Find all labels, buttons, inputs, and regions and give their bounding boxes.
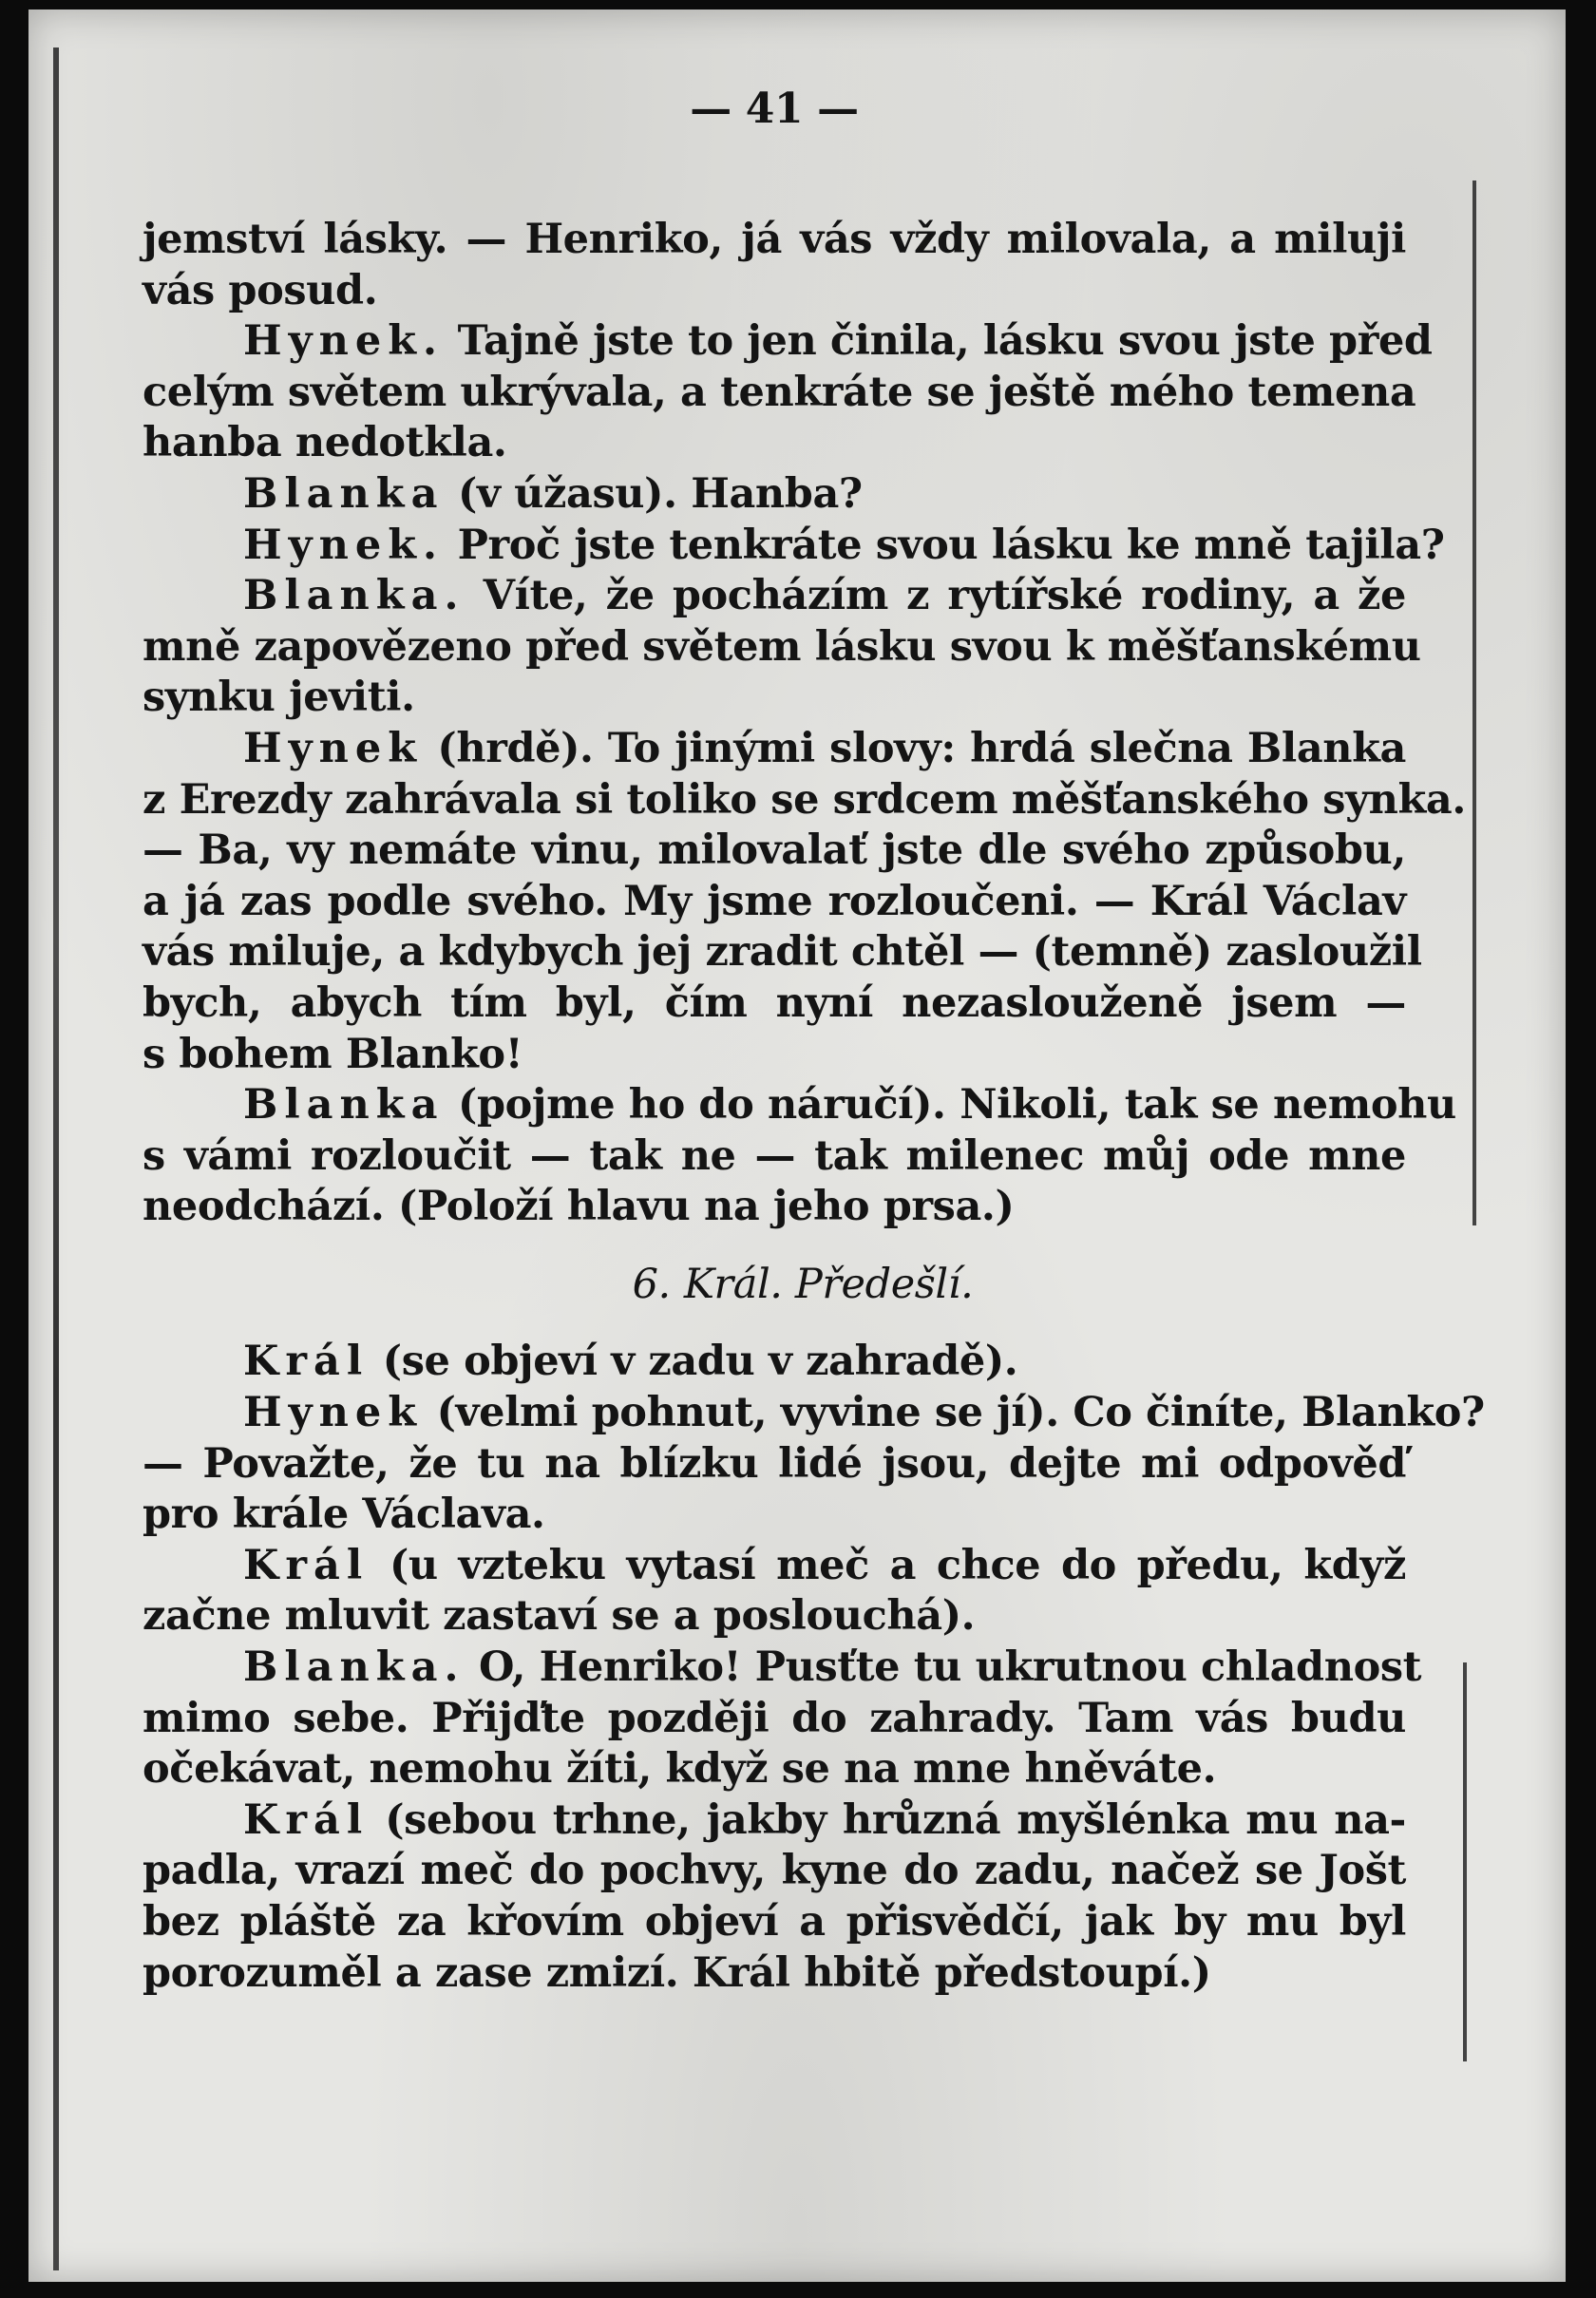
line-text: Proč jste tenkráte svou lásku ke mně tajila? — [444, 521, 1445, 569]
line-text: vás miluje, a kdybych jej zradit chtěl — (temně) zasloužil — [142, 928, 1422, 977]
line-text: s vámi rozloučit — tak ne — tak milenec můj ode mne — [142, 1131, 1406, 1180]
text-line — [142, 826, 1406, 877]
speaker-name: Blanka. — [243, 1643, 466, 1692]
text-line — [142, 877, 1406, 928]
speaker-name: Hynek. — [243, 521, 444, 569]
line-text: (u vzteku vytasí meč a chce do předu, když — [369, 1541, 1406, 1589]
line-text: (se objeví v zadu v zahradě). — [369, 1338, 1018, 1386]
paragraph — [142, 1541, 1406, 1643]
text-line — [142, 469, 1406, 521]
paragraph — [142, 1337, 1406, 1388]
line-text: celým světem ukrývala, a tenkráte se ještě mého temena — [142, 368, 1416, 416]
speaker-name: Blanka — [243, 1081, 445, 1130]
binding-edge — [53, 47, 59, 2270]
line-text: s bohem Blanko! — [142, 1030, 523, 1078]
text-line — [142, 622, 1421, 674]
text-line — [142, 775, 1466, 826]
paragraph — [142, 215, 1406, 316]
speaker-name: Hynek — [243, 724, 424, 772]
text-line — [142, 1744, 1406, 1795]
text-line — [142, 1439, 1406, 1491]
text-line — [142, 316, 1433, 368]
text-line — [142, 418, 1406, 469]
line-text: začne mluvit zastaví se a poslouchá). — [142, 1592, 976, 1641]
line-text: Víte, že pocházím z rytířské rodiny, a že — [465, 572, 1406, 620]
line-text: mně zapovězeno před světem lásku svou k měšťanskému — [142, 622, 1421, 671]
text-line — [142, 1948, 1406, 2000]
text-line — [142, 927, 1422, 978]
text-line — [142, 1080, 1456, 1131]
line-text: synku jeviti. — [142, 674, 415, 722]
scene-title: Král. Předešlí. — [683, 1260, 974, 1308]
text-line — [142, 978, 1406, 1030]
page-text — [142, 66, 1485, 1999]
dialogue-before-scene — [142, 215, 1466, 1233]
text-line — [142, 1694, 1406, 1745]
line-text: bych, abych tím byl, čím nyní nezaslouženě jsem — — [142, 978, 1406, 1027]
text-line — [142, 368, 1416, 419]
line-text: padla, vrazí meč do pochvy, kyne do zadu, načež se Jošt — [142, 1847, 1406, 1895]
paragraph — [142, 316, 1433, 469]
text-line — [142, 1030, 1406, 1081]
text-line — [142, 673, 1406, 724]
paragraph — [142, 1080, 1456, 1233]
text-line — [142, 571, 1406, 622]
text-line — [142, 1337, 1406, 1388]
speaker-name: Král — [243, 1338, 370, 1386]
speaker-name: Hynek. — [243, 317, 444, 366]
speaker-name: Král — [243, 1795, 370, 1844]
line-text: porozuměl a zase zmizí. Král hbitě předstoupí.) — [142, 1948, 1211, 1997]
margin-mark — [1463, 1662, 1467, 2061]
line-text: očekávat, nemohu žíti, když se na mne hněváte. — [142, 1745, 1217, 1794]
paragraph — [142, 571, 1421, 724]
speaker-name: Král — [243, 1541, 370, 1589]
line-text: (pojme ho do náručí). Nikoli, tak se nemohu — [444, 1081, 1456, 1130]
paragraph — [142, 521, 1445, 572]
line-text: bez pláště za křovím objeví a přisvědčí, jak by mu byl — [142, 1898, 1406, 1946]
line-text: (sebou trhne, jakby hrůzná myšlénka mu na- — [369, 1795, 1406, 1844]
line-text: (v úžasu). Hanba? — [444, 469, 863, 518]
text-line — [142, 1388, 1485, 1439]
scene-number: 6. — [632, 1260, 671, 1308]
text-line — [142, 521, 1445, 572]
line-text: — Ba, vy nemáte vinu, milovalať jste dle svého způsobu, — [142, 826, 1406, 875]
line-text: (velmi pohnut, vyvine se jí). Co činíte, Blanko? — [423, 1389, 1485, 1437]
text-line — [142, 724, 1406, 775]
line-text: mimo sebe. Přijďte později do zahrady. Tam vás budu — [142, 1694, 1406, 1742]
dialogue-after-scene — [142, 1337, 1485, 1999]
scene-heading — [142, 1260, 1406, 1311]
text-line — [142, 1795, 1406, 1847]
text-line — [142, 1643, 1422, 1694]
speaker-name: Hynek — [243, 1389, 424, 1437]
speaker-name: Blanka — [243, 469, 445, 518]
speaker-name: Blanka. — [243, 572, 466, 620]
line-text: neodchází. (Položí hlavu na jeho prsa.) — [142, 1183, 1015, 1231]
text-line — [142, 1897, 1406, 1948]
paragraph — [142, 1643, 1422, 1795]
line-text: — Považte, že tu na blízku lidé jsou, dejte mi odpověď — [142, 1439, 1406, 1488]
line-text: vás posud. — [142, 266, 378, 314]
line-text: jemství lásky. — Henriko, já vás vždy milovala, a miluji — [142, 216, 1406, 263]
line-text: (hrdě). To jinými slovy: hrdá slečna Blanka — [423, 724, 1406, 772]
text-line — [142, 1131, 1406, 1183]
text-line — [142, 266, 1406, 317]
line-text: a já zas podle svého. My jsme rozloučeni. — Král Václav — [142, 877, 1406, 925]
paragraph — [142, 724, 1466, 1080]
paragraph — [142, 1388, 1485, 1541]
line-text: z Erezdy zahrávala si toliko se srdcem měšťanského synka. — [142, 775, 1466, 824]
text-line — [142, 1846, 1406, 1897]
line-text: pro krále Václava. — [142, 1491, 545, 1539]
text-line — [142, 1182, 1406, 1233]
text-line — [142, 1541, 1406, 1592]
line-text: O, Henriko! Pusťte tu ukrutnou chladnost — [465, 1643, 1422, 1692]
line-text: hanba nedotkla. — [142, 419, 507, 467]
line-text: Tajně jste to jen činila, lásku svou jste před — [444, 317, 1433, 366]
paragraph — [142, 1795, 1406, 1999]
paragraph — [142, 469, 1406, 521]
book-page — [28, 9, 1566, 2282]
page-number: — 41 — — [690, 85, 859, 133]
text-line — [142, 1490, 1406, 1541]
text-line — [142, 1591, 1406, 1643]
margin-mark — [1472, 180, 1476, 1225]
text-line — [142, 215, 1406, 266]
